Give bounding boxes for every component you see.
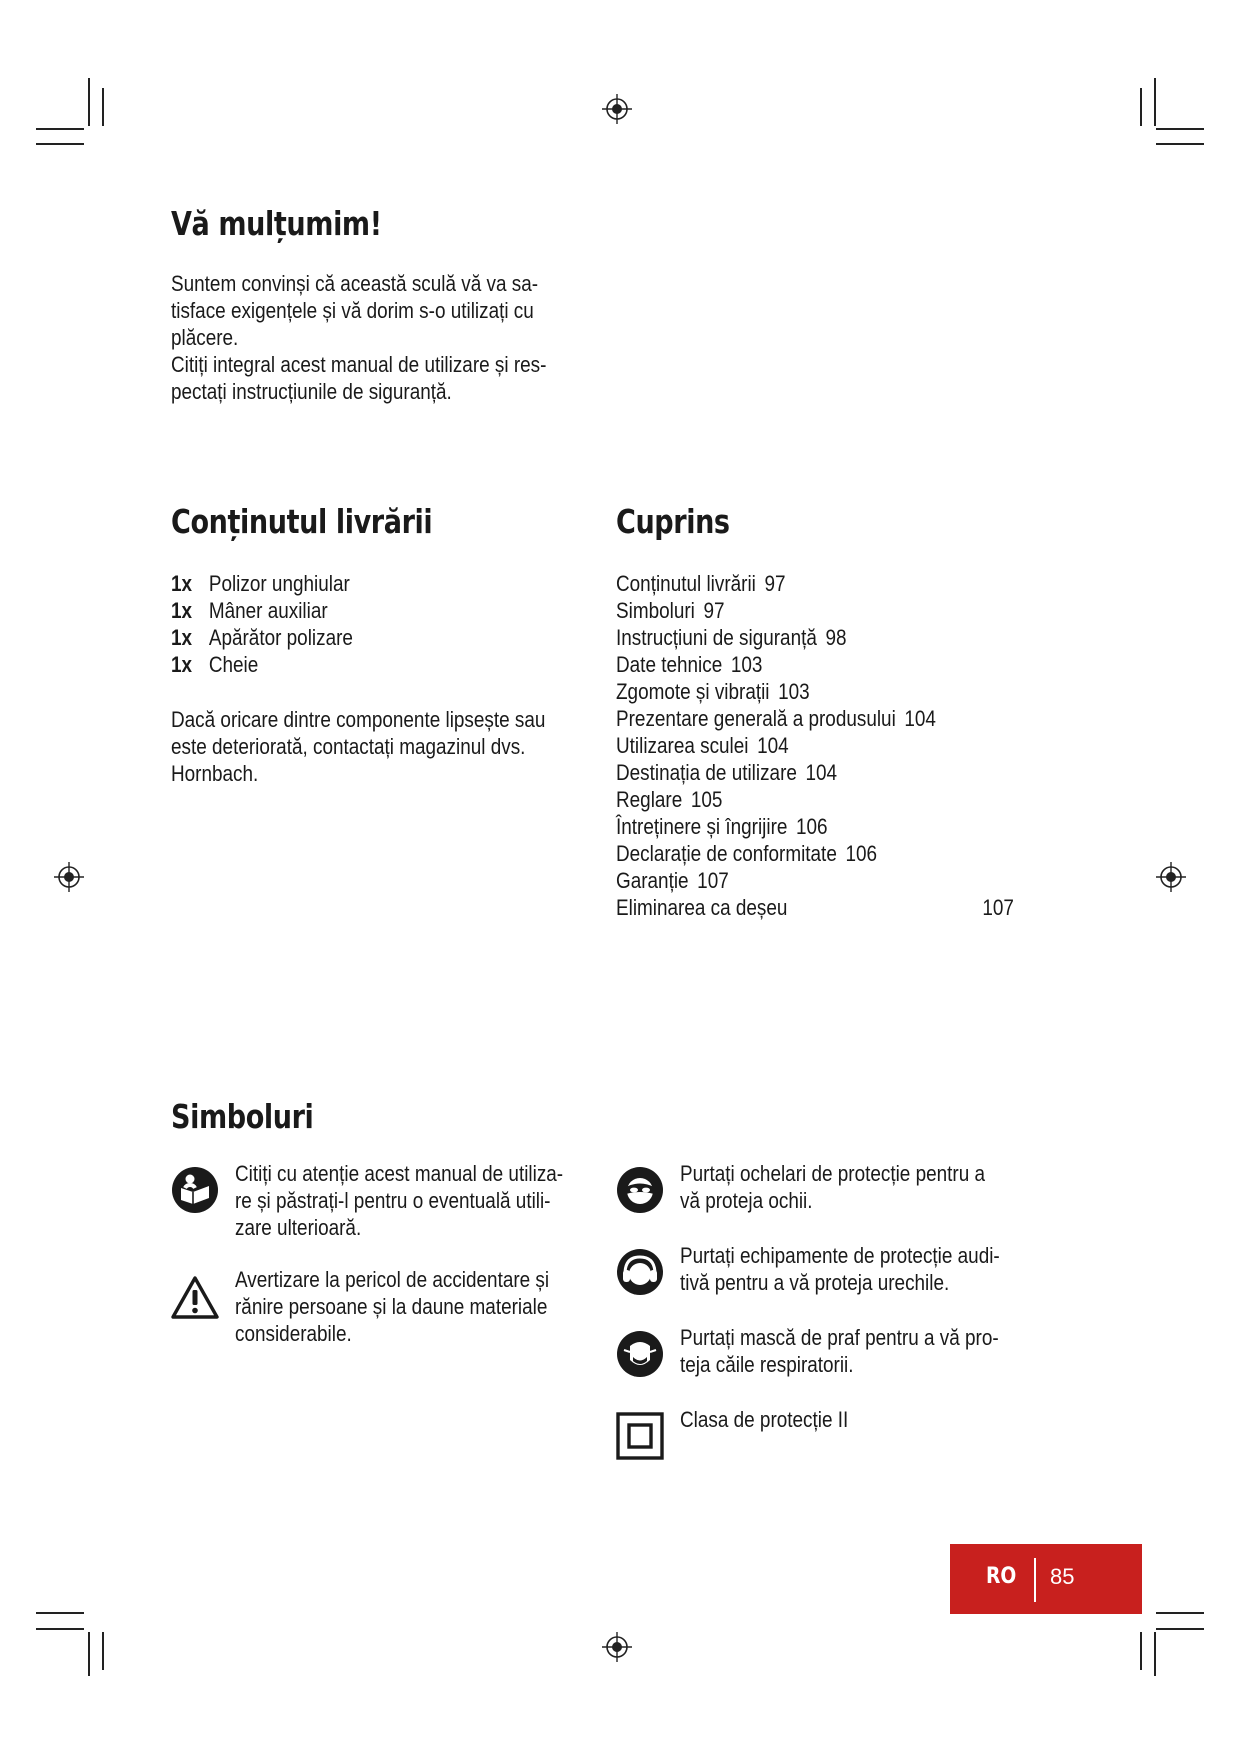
toc-label: Simboluri: [616, 598, 695, 623]
text-line: considerabile.: [235, 1321, 352, 1346]
text-line: zare ulterioară.: [235, 1215, 362, 1240]
page-number: 85: [1050, 1564, 1075, 1589]
thanks-paragraph: [171, 270, 587, 405]
toc-entry: [616, 813, 1046, 840]
toc-entry: [616, 786, 1046, 813]
toc-entry: [616, 624, 1046, 651]
quantity: 1x: [171, 571, 193, 596]
protection-class-ii-icon: [616, 1412, 664, 1460]
symbol-read-manual: [171, 1160, 611, 1250]
text-line: Purtați ochelari de protecție pentru a: [680, 1161, 986, 1186]
symbol-description: [680, 1324, 1007, 1378]
table-of-contents: [616, 570, 1046, 921]
toc-entry: [616, 651, 1046, 678]
toc-page: 107: [697, 868, 729, 893]
toc-entry: [616, 759, 1046, 786]
item-name: Mâner auxiliar: [208, 598, 328, 623]
registration-mark-icon: [54, 862, 84, 892]
toc-label: Instrucțiuni de siguranță: [616, 625, 817, 650]
contents-title: Cuprins: [616, 502, 730, 541]
item-name: Apărător polizare: [208, 625, 353, 650]
page-badge: [950, 1544, 1142, 1614]
text-line: Purtați mască de praf pentru a vă pro-: [680, 1325, 999, 1350]
toc-entry: [616, 867, 1046, 894]
safety-goggles-icon: [616, 1166, 664, 1214]
divider: [1034, 1558, 1036, 1602]
toc-page: 98: [825, 625, 847, 650]
toc-entry: [616, 597, 1046, 624]
toc-page: 104: [904, 706, 936, 731]
toc-page: 104: [805, 760, 838, 785]
toc-label: Date tehnice: [616, 652, 723, 677]
toc-page: 104: [757, 733, 789, 758]
toc-entry: [616, 570, 1046, 597]
symbol-description: [235, 1160, 562, 1241]
text-line: Avertizare la pericol de accidentare și: [235, 1267, 550, 1292]
text-line: plăcere.: [171, 325, 239, 350]
toc-label: Întreținere și îngrijire: [616, 814, 788, 839]
text-line: Dacă oricare dintre componente lipsește sau: [171, 707, 546, 732]
dust-mask-icon: [616, 1330, 664, 1378]
item-name: Cheie: [208, 652, 259, 677]
item-name: Polizor unghiular: [208, 571, 350, 596]
text-line: vă proteja ochii.: [680, 1188, 813, 1213]
toc-page: 105: [690, 787, 723, 812]
toc-label: Declarație de conformitate: [616, 841, 837, 866]
text-line: teja căile respiratorii.: [680, 1352, 854, 1377]
symbol-dust-mask: [616, 1324, 1056, 1394]
language-code: RO: [986, 1564, 1017, 1589]
toc-label: Utilizarea sculei: [616, 733, 749, 758]
toc-label: Reglare: [616, 787, 683, 812]
toc-label: Zgomote și vibrații: [616, 679, 770, 704]
text-line: Hornbach.: [171, 761, 259, 786]
text-line: tivă pentru a vă proteja urechile.: [680, 1270, 950, 1295]
symbol-protection-class-ii: [616, 1406, 1056, 1466]
symbol-description: [680, 1406, 1007, 1433]
text-line: rănire persoane și la daune materiale: [235, 1294, 548, 1319]
delivery-list: [171, 570, 587, 678]
toc-label: Conținutul livrării: [616, 571, 756, 596]
text-line: este deteriorată, contactați magazinul dvs.: [171, 734, 526, 759]
delivery-note: [171, 706, 601, 787]
text-line: Citiți integral acest manual de utilizare și res-: [171, 352, 547, 377]
toc-page: 107: [982, 895, 1014, 920]
toc-label: Eliminarea ca deșeu: [616, 895, 788, 920]
read-manual-icon: [171, 1166, 219, 1214]
toc-page: 97: [764, 571, 786, 596]
list-item: [171, 597, 587, 624]
text-line: Citiți cu atenție acest manual de utiliza-: [235, 1161, 564, 1186]
toc-entry: [616, 705, 1046, 732]
text-line: tisface exigențele și vă dorim s-o utilizați cu: [171, 298, 534, 323]
symbol-description: [680, 1160, 1007, 1214]
thanks-title: Vă mulțumim!: [171, 204, 382, 243]
delivery-title: Conținutul livrării: [171, 502, 433, 541]
registration-mark-icon: [1156, 862, 1186, 892]
quantity: 1x: [171, 598, 193, 623]
toc-entry: [616, 732, 1046, 759]
toc-page: 103: [730, 652, 763, 677]
list-item: [171, 570, 587, 597]
toc-page: 106: [796, 814, 828, 839]
symbol-description: [680, 1242, 1007, 1296]
toc-page: 103: [778, 679, 810, 704]
toc-page: 106: [845, 841, 878, 866]
symbol-description: [235, 1266, 562, 1347]
symbols-title: Simboluri: [171, 1097, 314, 1136]
quantity: 1x: [171, 625, 193, 650]
warning-triangle-icon: [171, 1274, 219, 1322]
symbol-warning: [171, 1266, 611, 1356]
text-line: pectați instrucțiunile de siguranță.: [171, 379, 452, 404]
list-item: [171, 651, 587, 678]
text-line: Purtați echipamente de protecție audi-: [680, 1243, 1000, 1268]
text-line: Clasa de protecție II: [680, 1407, 849, 1432]
ear-protection-icon: [616, 1248, 664, 1296]
toc-entry: [616, 678, 1046, 705]
text-line: re și păstrați-l pentru o eventuală utili-: [235, 1188, 551, 1213]
text-line: Suntem convinși că această sculă vă va sa-: [171, 271, 539, 296]
symbol-safety-goggles: [616, 1160, 1056, 1230]
toc-label: Garanție: [616, 868, 689, 893]
toc-label: Destinația de utilizare: [616, 760, 797, 785]
registration-mark-icon: [602, 94, 632, 124]
toc-label: Prezentare generală a produsului: [616, 706, 896, 731]
registration-mark-icon: [602, 1632, 632, 1662]
toc-entry: [616, 840, 1046, 867]
quantity: 1x: [171, 652, 193, 677]
toc-page: 97: [703, 598, 725, 623]
symbol-ear-protection: [616, 1242, 1056, 1312]
toc-entry: [616, 894, 1046, 921]
list-item: [171, 624, 587, 651]
